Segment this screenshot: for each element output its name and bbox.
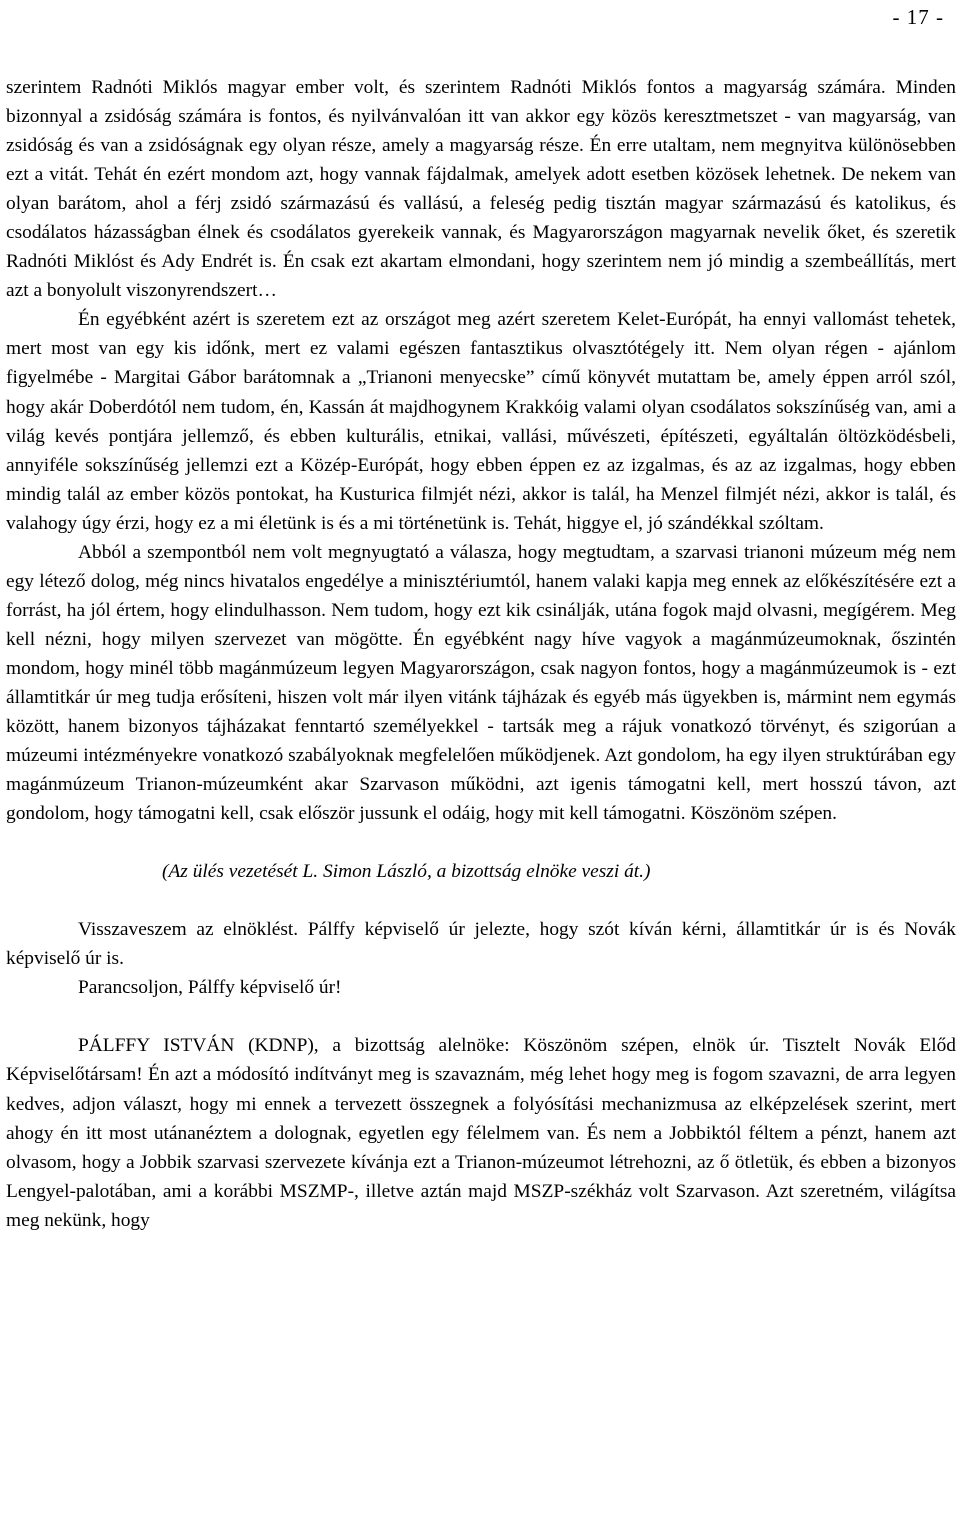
document-body — [6, 73, 956, 1235]
chair-change-note: (Az ülés vezetését L. Simon László, a bizottság elnöke veszi át.) — [162, 861, 651, 883]
paragraph-1: szerintem Radnóti Miklós magyar ember volt, és szerintem Radnóti Miklós fontos a magyarság számára. Minden bizonnyal a zsidóság számára is fontos, és nyilvánvalóan itt van akkor egy közös keresztmetszet - van magyarság, van zsidóság és van a zsidóságnak egy olyan része, amely a magyarság része. Én erre utaltam, nem megnyitva különösebben ezt a vitát. Tehát én ezért mondom azt, hogy vannak fájdalmak, amelyek adott esetben közösek lehetnek. De nekem van olyan barátom, ahol a férj zsidó származású és vallású, a feleség pedig tisztán magyar származású és katolikus, és csodálatos házasságban élnek és csodálatos gyerekeik vannak, és Magyarországon magyarnak nevelik őket, és szeretik Radnóti Miklóst és Ady Endrét is. Én csak ezt akartam elmondani, hogy szerintem nem jó mindig a szembeállítás, mert azt a bonyolult viszonyrendszert… — [6, 77, 956, 302]
paragraph-3: Abból a szempontból nem volt megnyugtató a válasza, hogy megtudtam, a szarvasi trianoni múzeum még nem egy létező dolog, még nincs hivatalos engedélye a minisztériumtól, hanem valaki kapja meg ennek az előkészítésére ezt a forrást, ha jól értem, hogy elindulhasson. Nem tudom, hogy ezt kik csinálják, utána fogok majd olvasni, megígérem. Meg kell nézni, hogy milyen szervezet van mögötte. Én egyébként nagy híve vagyok a magánmúzeumoknak, őszintén mondom, hogy minél több magánmúzeum legyen Magyarországon, csak nagyon fontos, hogy a magánmúzeumok is - ezt államtitkár úr meg tudja erősíteni, hiszen volt már ilyen vitánk tájházak és egyéb más ügyekben is, mármint nem egymás között, hanem bizonyos tájházakat fenntartó személyekkel - tartsák meg a rájuk vonatkozó törvényt, és szigorúan a múzeumi intézményekre vonatkozó szabályoknak megfelelően működjenek. Azt gondolom, ha egy ilyen struktúrában egy magánmúzeum Trianon-múzeumként akar Szarvason működni, azt igenis támogatni kell, mert hosszú távon, azt gondolom, hogy támogatni kell, csak először jussunk el odáig, hogy mit kell támogatni. Köszönöm szépen. — [6, 541, 956, 825]
page-number: - 17 - — [892, 5, 944, 29]
paragraph-4: Visszaveszem az elnöklést. Pálffy képviselő úr jelezte, hogy szót kíván kérni, államtitkár úr is és Novák képviselő úr is. — [6, 919, 956, 970]
spacer — [6, 828, 956, 857]
paragraph-6: PÁLFFY ISTVÁN (KDNP), a bizottság alelnöke: Köszönöm szépen, elnök úr. Tisztelt Novák Előd Képviselőtársam! Én azt a módosító indítványt meg is szavaznám, még lehet hogy meg is fogom szavazni, de arra legyen kedves, adjon választ, hogy mi ennek a tervezett összegnek a folyósítási mechanizmusa az elképzelések szerint, mert ahogy én itt most utánanéztem a dolognak, egyetlen egy félelmem van. És nem a Jobbiktól féltem a pénzt, hanem azt olvasom, hogy a Jobbik szarvasi szervezete kívánja ezt a Trianon-múzeumot létrehozni, az ő ötletük, és ebben a bizonyos Lengyel-palotában, ami a korábbi MSZMP-, illetve aztán majd MSZP-székház volt Szarvason. Azt szeretném, világítsa meg nekünk, hogy — [6, 1035, 956, 1231]
paragraph-2: Én egyébként azért is szeretem ezt az országot meg azért szeretem Kelet-Európát, ha ennyi vallomást tehetek, mert most van egy kis időnk, mert ez valami egészen fantasztikus olvasztótégely itt. Nem olyan régen - ajánlom figyelmébe - Margitai Gábor barátomnak a „Trianoni menyecske” című könyvét mutattam be, amely éppen arról szól, hogy akár Doberdótól nem tudom, én, Kassán át majdhogynem Krakkóig valami olyan csodálatos sokszínűség van, ami a világ kevés pontjára jellemző, és ebben kulturális, etnikai, vallási, művészeti, építészeti, egyáltalán öltözködésbeli, annyiféle sokszínűség jellemzi ezt a Közép-Európát, hogy ebben éppen ez az izgalmas, és az az izgalmas, hogy ebben mindig talál az ember közös pontokat, ha Kusturica filmjét nézi, akkor is talál, ha Menzel filmjét nézi, akkor is talál, és valahogy úgy érzi, hogy ez a mi életünk is és a mi történetünk is. Tehát, higgye el, jó szándékkal szóltam. — [6, 309, 956, 534]
paragraph-5: Parancsoljon, Pálffy képviselő úr! — [78, 977, 342, 999]
spacer — [6, 1002, 956, 1031]
spacer — [6, 886, 956, 915]
